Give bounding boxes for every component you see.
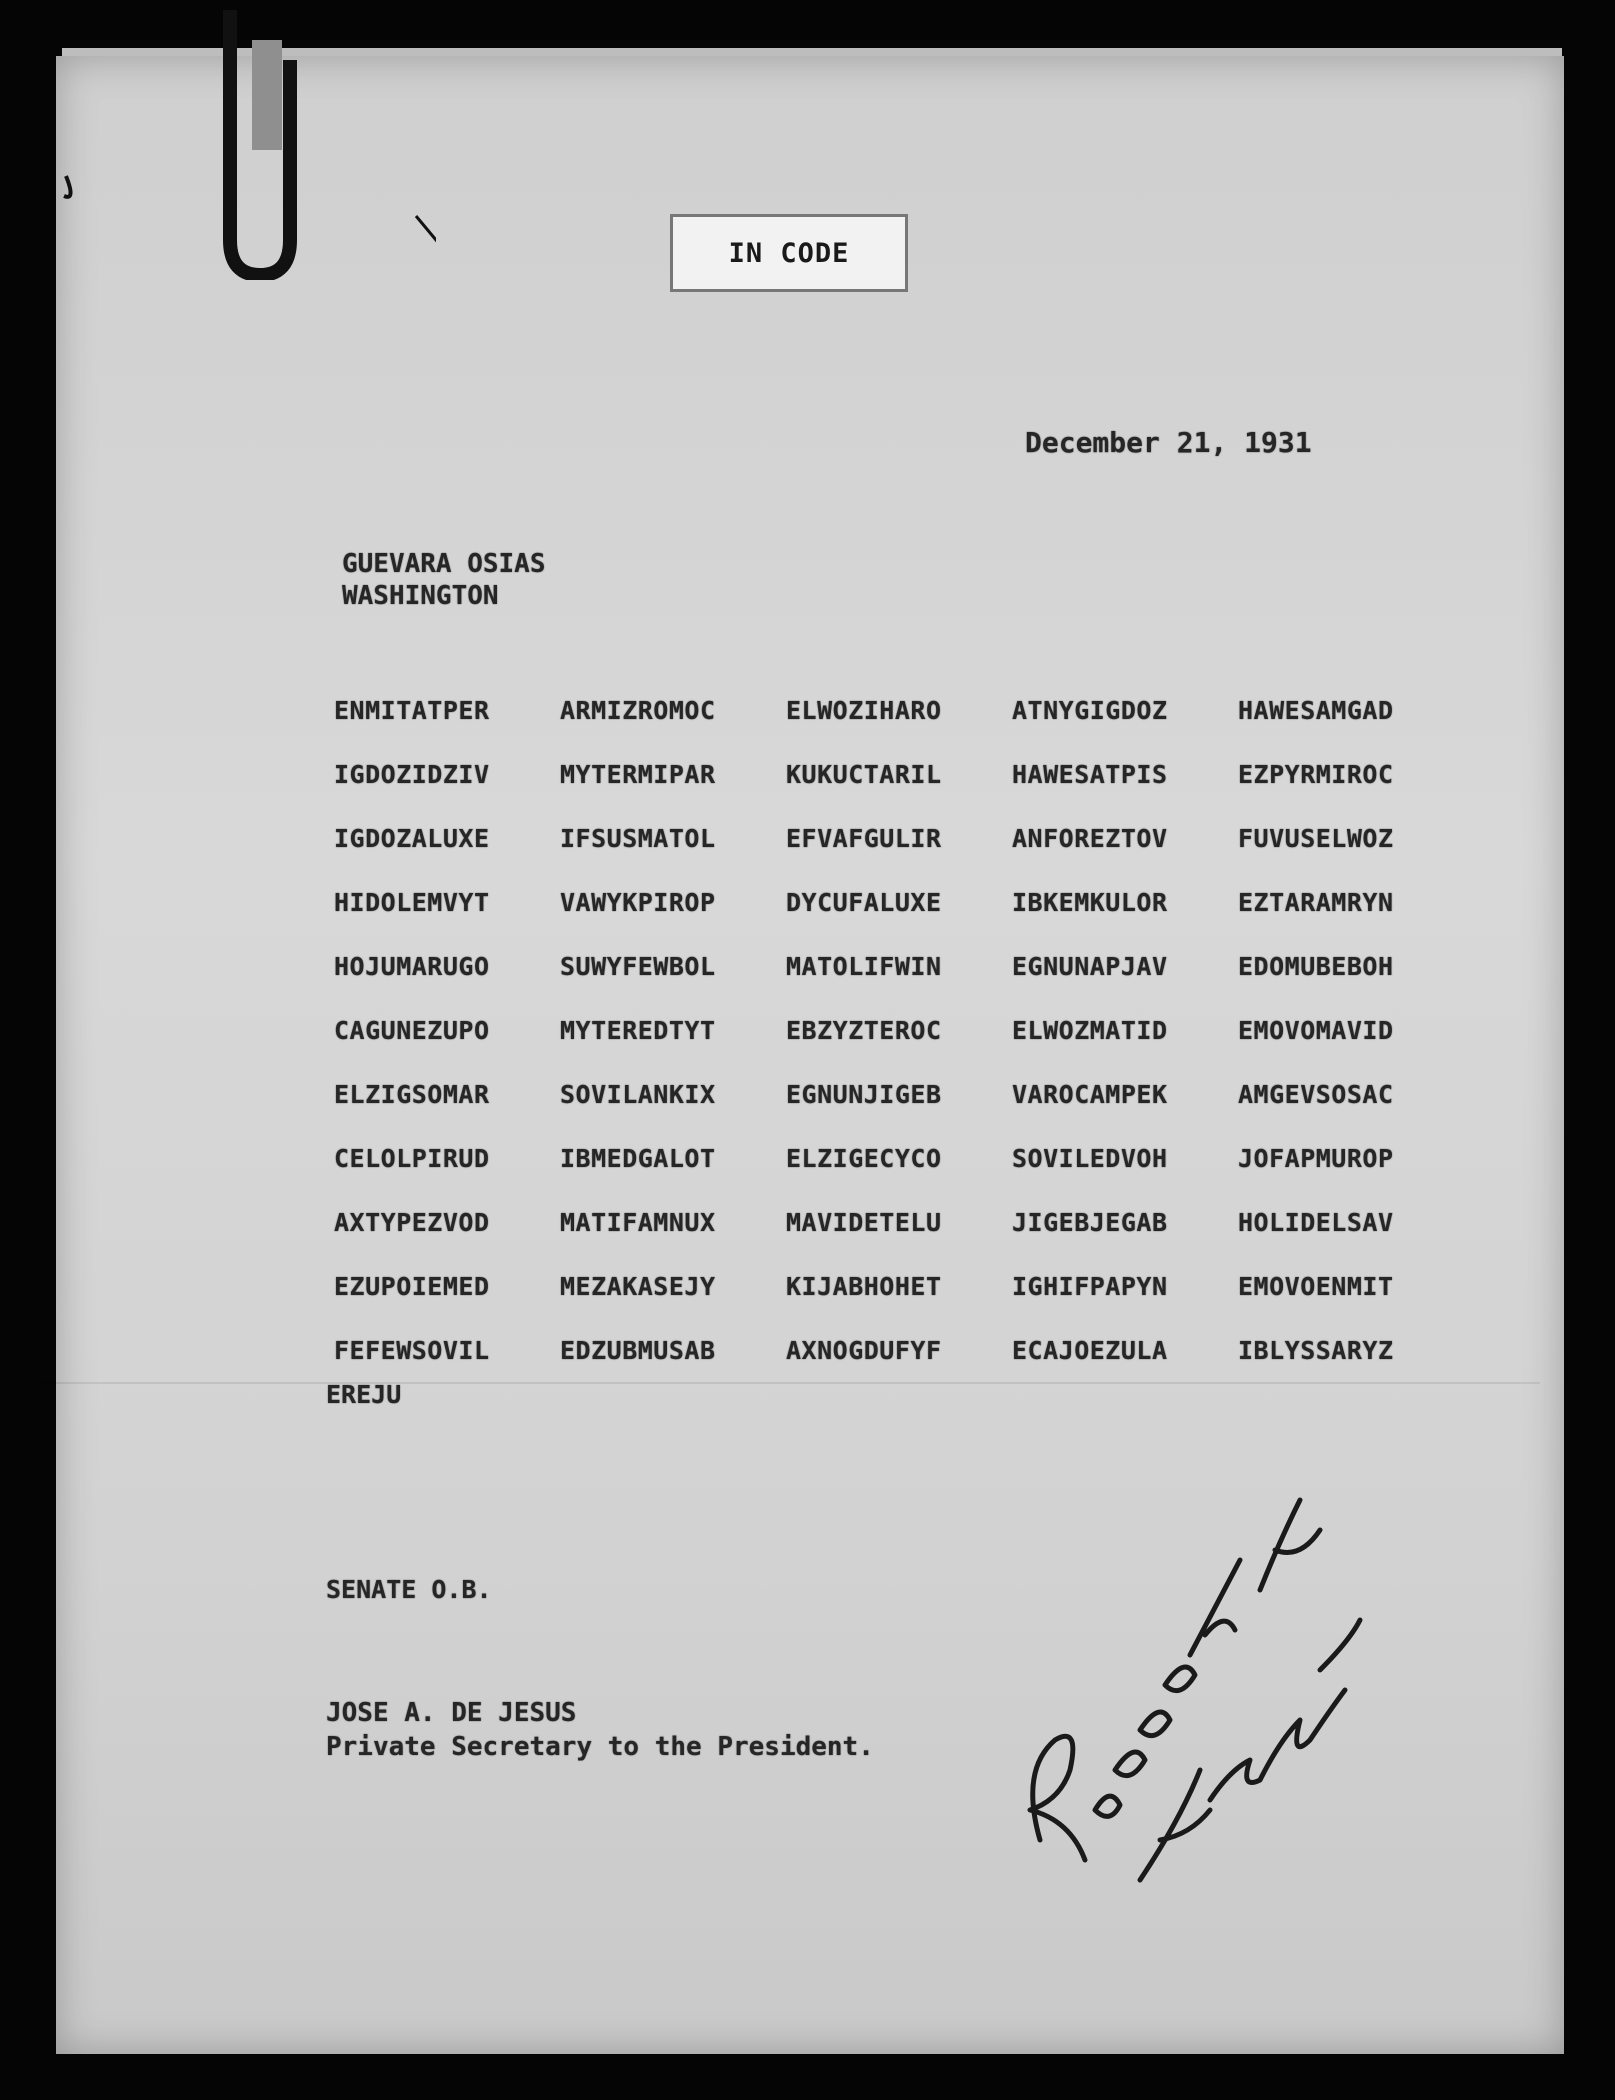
code-group: FEFEWSOVIL (334, 1335, 490, 1365)
code-group: ELZIGSOMAR (334, 1079, 490, 1109)
code-group: CELOLPIRUD (334, 1143, 490, 1173)
code-group: VAWYKPIROP (560, 887, 716, 917)
code-row (334, 1190, 1464, 1254)
code-row (334, 806, 1464, 870)
signatory-name: JOSE A. DE JESUS (326, 1698, 577, 1728)
edge-marks (56, 56, 436, 316)
recipient-city: WASHINGTON (342, 581, 499, 611)
code-group: KUKUCTARIL (786, 759, 942, 789)
code-row (334, 934, 1464, 998)
code-group: SOVILANKIX (560, 1079, 716, 1109)
code-group: MAVIDETELU (786, 1207, 942, 1237)
code-group: FUVUSELWOZ (1238, 823, 1394, 853)
final-code-group: EREJU (326, 1380, 402, 1409)
code-group: HOLIDELSAV (1238, 1207, 1394, 1237)
code-group: JIGEBJEGAB (1012, 1207, 1168, 1237)
code-group: ARMIZROMOC (560, 695, 716, 725)
recipient-address (342, 548, 546, 612)
code-row (334, 1126, 1464, 1190)
code-group: SOVILEDVOH (1012, 1143, 1168, 1173)
code-group: ELZIGECYCO (786, 1143, 942, 1173)
code-group: EZTARAMRYN (1238, 887, 1394, 917)
code-group: IBLYSSARYZ (1238, 1335, 1394, 1365)
code-group: JOFAPMUROP (1238, 1143, 1394, 1173)
code-group: ELWOZMATID (1012, 1015, 1168, 1045)
code-group: EBZYZTEROC (786, 1015, 942, 1045)
code-group: EMOVOENMIT (1238, 1271, 1394, 1301)
code-group: EMOVOMAVID (1238, 1015, 1394, 1045)
stamp-label: IN CODE (728, 237, 850, 269)
code-row (334, 870, 1464, 934)
code-group: MYTERMIPAR (560, 759, 716, 789)
in-code-stamp (670, 214, 908, 292)
code-group: CAGUNEZUPO (334, 1015, 490, 1045)
signatory-title: Private Secretary to the President. (326, 1732, 874, 1762)
code-group: EDOMUBEBOH (1238, 951, 1394, 981)
document-date: December 21, 1931 (1025, 426, 1312, 459)
code-row (334, 1062, 1464, 1126)
code-group: EFVAFGULIR (786, 823, 942, 853)
code-group: HAWESATPIS (1012, 759, 1168, 789)
code-group: AMGEVSOSAC (1238, 1079, 1394, 1109)
code-group: EZUPOIEMED (334, 1271, 490, 1301)
code-group: IGDOZALUXE (334, 823, 490, 853)
code-groups-grid (334, 678, 1464, 1382)
code-group: EGNUNAPJAV (1012, 951, 1168, 981)
code-row (334, 1318, 1464, 1382)
code-group: ATNYGIGDOZ (1012, 695, 1168, 725)
fold-line (40, 1382, 1540, 1384)
code-group: AXNOGDUFYF (786, 1335, 942, 1365)
code-row (334, 678, 1464, 742)
code-group: IGHIFPAPYN (1012, 1271, 1168, 1301)
code-group: MYTEREDTYT (560, 1015, 716, 1045)
code-group: IBKEMKULOR (1012, 887, 1168, 917)
handwritten-received-note (1000, 1440, 1380, 1900)
code-group: MEZAKASEJY (560, 1271, 716, 1301)
recipient-name: GUEVARA OSIAS (342, 549, 546, 579)
code-row (334, 1254, 1464, 1318)
code-group: MATOLIFWIN (786, 951, 942, 981)
code-group: DYCUFALUXE (786, 887, 942, 917)
code-group: MATIFAMNUX (560, 1207, 716, 1237)
code-group: IBMEDGALOT (560, 1143, 716, 1173)
code-group: ANFOREZTOV (1012, 823, 1168, 853)
code-group: IFSUSMATOL (560, 823, 716, 853)
code-group: EGNUNJIGEB (786, 1079, 942, 1109)
code-group: ELWOZIHARO (786, 695, 942, 725)
code-group: AXTYPEZVOD (334, 1207, 490, 1237)
code-group: KIJABHOHET (786, 1271, 942, 1301)
code-group: HOJUMARUGO (334, 951, 490, 981)
code-group: SUWYFEWBOL (560, 951, 716, 981)
code-group: ECAJOEZULA (1012, 1335, 1168, 1365)
code-group: EDZUBMUSAB (560, 1335, 716, 1365)
code-row (334, 742, 1464, 806)
code-group: ENMITATPER (334, 695, 490, 725)
code-row (334, 998, 1464, 1062)
code-group: VAROCAMPEK (1012, 1079, 1168, 1109)
code-group: EZPYRMIROC (1238, 759, 1394, 789)
code-group: HIDOLEMVYT (334, 887, 490, 917)
signature-block (326, 1696, 874, 1764)
code-group: HAWESAMGAD (1238, 695, 1394, 725)
code-group: IGDOZIDZIV (334, 759, 490, 789)
senate-note: SENATE O.B. (326, 1575, 492, 1604)
